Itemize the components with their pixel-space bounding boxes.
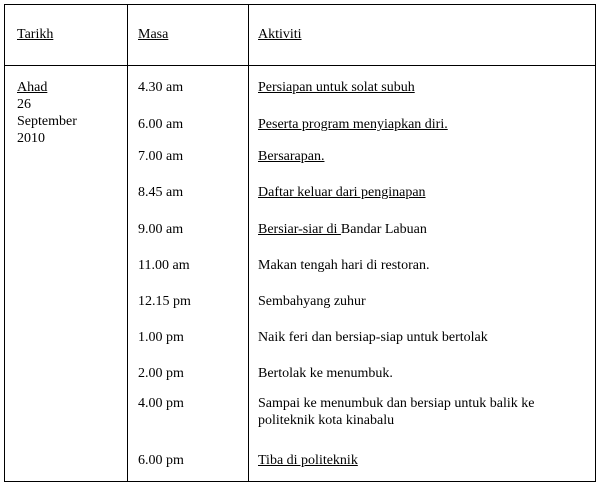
table-row [5,395,595,427]
schedule-rows [5,5,595,481]
date-line-month: September [17,114,77,129]
row-time: 9.00 am [138,222,184,237]
row-activity [258,116,583,133]
row-time: 2.00 pm [138,366,184,381]
row-time: 11.00 am [138,258,190,273]
table-row [5,116,595,148]
row-activity [258,79,583,96]
row-activity-text: Bertolak ke menumbuk. [258,366,393,381]
column-header-aktiviti: Aktiviti [258,27,302,42]
date-line-daynum: 26 [17,97,31,112]
column-header-tarikh: Tarikh [17,27,54,42]
table-row [5,365,595,397]
row-time: 8.45 am [138,185,184,200]
row-activity-text: Sampai ke menumbuk dan bersiap untuk balik ke politeknik kota kinabalu [258,396,538,428]
row-time: 1.00 pm [138,330,184,345]
row-activity [258,365,583,382]
row-activity-text: Tiba di politeknik [258,453,358,468]
row-activity-text-plain: Bandar Labuan [340,222,427,237]
row-activity-text: Peserta program menyiapkan diri. [258,117,448,132]
row-activity [258,184,583,201]
row-time: 4.30 am [138,80,184,95]
row-activity [258,221,583,238]
row-activity [258,257,583,274]
row-activity-text: Persiapan untuk solat subuh [258,80,415,95]
row-activity [258,452,583,469]
date-line-year: 2010 [17,131,45,146]
row-activity [258,293,583,310]
row-activity-text: Sembahyang zuhur [258,294,366,309]
row-activity [258,148,583,165]
row-activity-text: Bersarapan. [258,149,325,164]
row-time: 6.00 am [138,117,184,132]
row-time: 4.00 pm [138,396,184,411]
row-activity [258,329,583,346]
schedule-table [4,4,596,482]
table-row [5,452,595,484]
row-activity-text: Daftar keluar dari penginapan [258,185,426,200]
table-row [5,221,595,253]
row-time: 12.15 pm [138,294,191,309]
row-time: 7.00 am [138,149,184,164]
table-row [5,257,595,289]
date-line-day: Ahad [17,80,48,95]
row-activity-text: Naik feri dan bersiap-siap untuk bertolak [258,330,488,345]
row-time: 6.00 pm [138,453,184,468]
table-row [5,148,595,180]
table-row [5,79,595,111]
row-activity-text: Makan tengah hari di restoran. [258,258,430,273]
table-row [5,329,595,361]
column-header-masa: Masa [138,27,169,42]
row-activity [258,395,583,429]
row-activity-text-underlined: Bersiar-siar di [258,222,341,237]
table-row [5,293,595,325]
table-row [5,184,595,216]
